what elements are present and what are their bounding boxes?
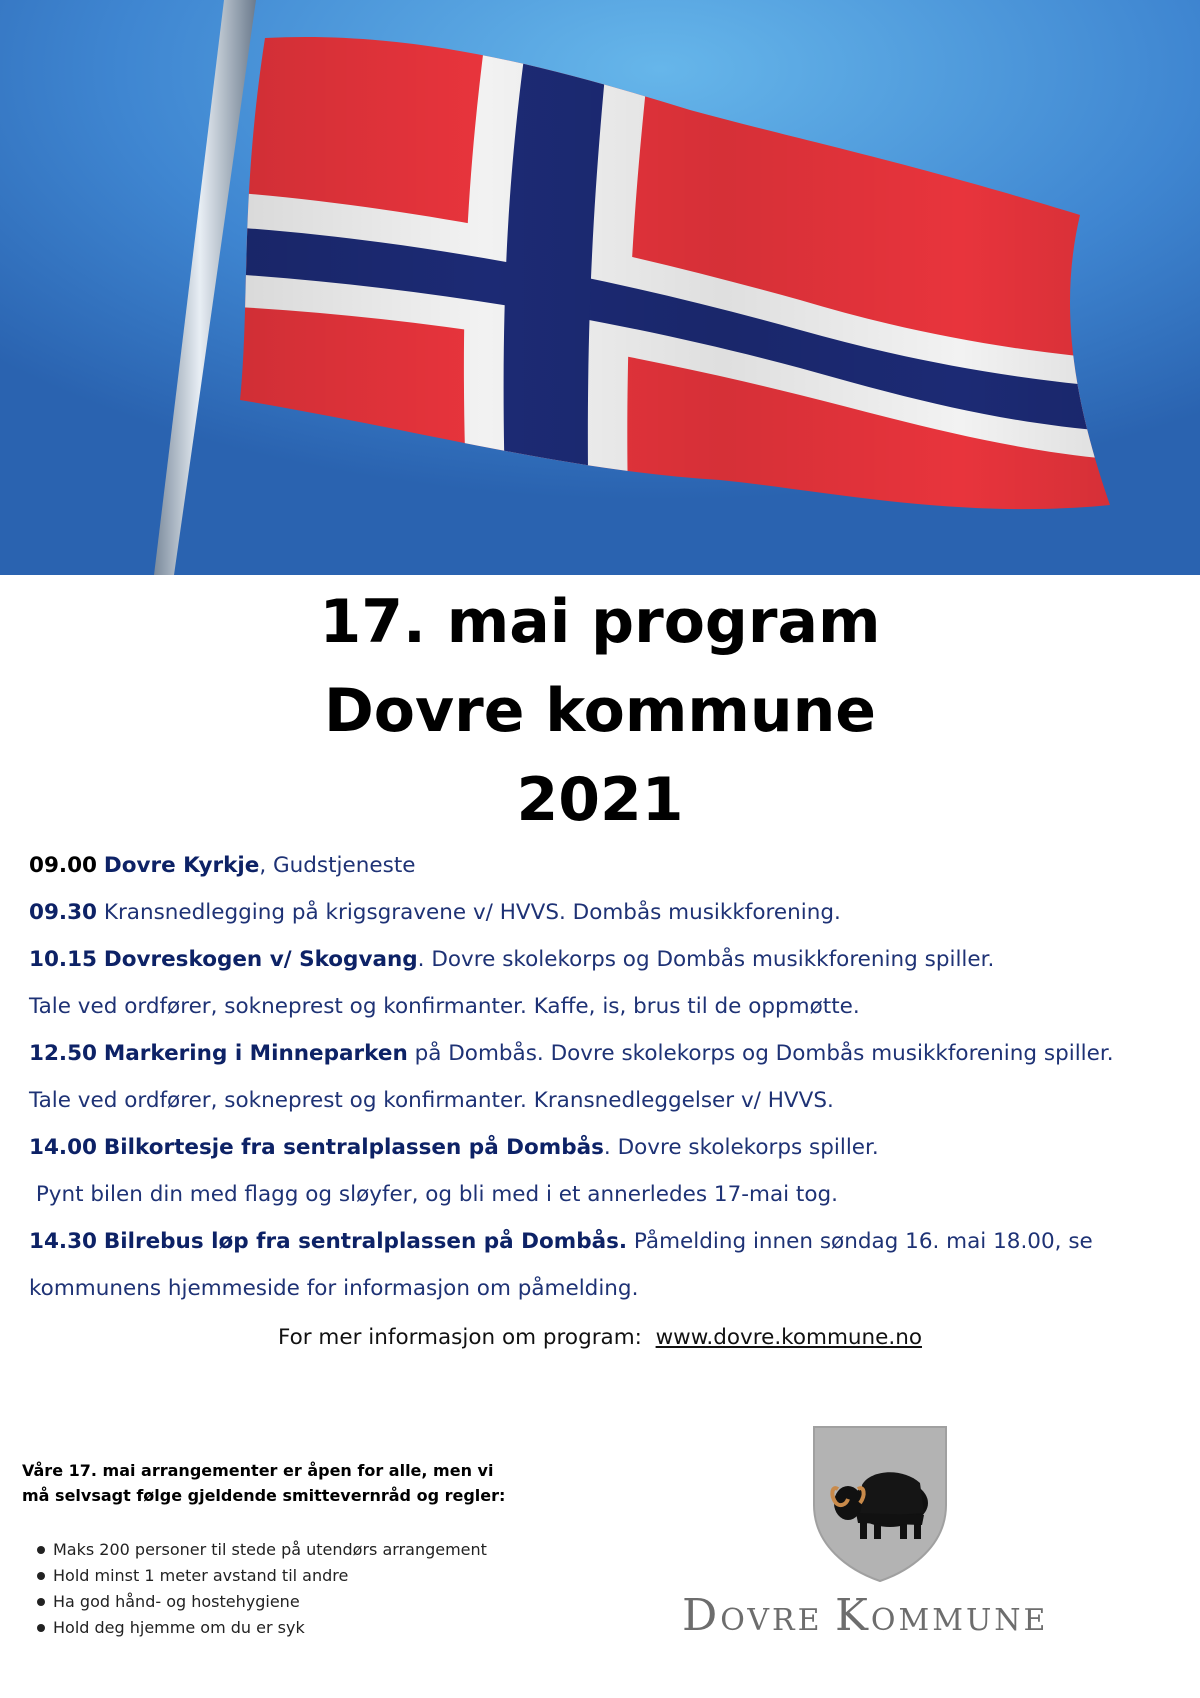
rules-list [30,1537,487,1641]
program-place: Markering i Minneparken [103,1041,408,1066]
municipality-logo-text [682,1590,1084,1641]
program-continuation: Tale ved ordfører, sokneprest og konfirmanter. Kransnedleggelser v/ HVVS. [29,1088,834,1113]
title-line-1: 17. mai program [319,587,881,657]
program-item-0930 [29,889,1179,936]
program-place: Bilkortesje fra sentralplassen på Dombås [103,1135,604,1160]
program-time: 14.00 [29,1135,98,1160]
program-description: Påmelding innen søndag 16. mai 18.00, se [627,1229,1093,1254]
program-place: Dovre Kyrkje [103,853,260,878]
program-time: 10.15 [29,947,98,972]
program-description: , Gudstjeneste [259,853,416,878]
program-place: Bilrebus løp fra sentralplassen på Dombås. [103,1229,628,1254]
list-item: Hold minst 1 meter avstand til andre [30,1563,487,1589]
program-item-1015 [29,936,1179,983]
more-info [0,1314,1200,1361]
flag-hero-image [0,0,1200,575]
program-description: Kransnedlegging på krigsgravene v/ HVVS. Dombås musikkforening. [97,900,841,925]
logo-initial: K [835,1590,871,1641]
notice-line-1: Våre 17. mai arrangementer er åpen for alle, men vi [22,1461,494,1480]
program-item-1250 [29,1030,1179,1077]
program-item-0900 [29,842,1179,889]
logo-text-part: OMMUNE [870,1603,1049,1638]
program-continuation: kommunens hjemmeside for informasjon om påmelding. [29,1276,639,1301]
program-continuation: Pynt bilen din med flagg og sløyfer, og bli med i et annerledes 17-mai tog. [29,1182,839,1207]
list-item: Maks 200 personer til stede på utendørs arrangement [30,1537,487,1563]
program-time: 12.50 [29,1041,98,1066]
program-list [29,842,1179,1312]
title-line-3: 2021 [516,765,684,835]
program-description: . Dovre skolekorps og Dombås musikkforening spiller. [417,947,995,972]
list-item: Hold deg hjemme om du er syk [30,1615,487,1641]
notice-line-2: må selvsagt følge gjeldende smittevernråd og regler: [22,1486,506,1505]
program-item-1430 [29,1218,1179,1265]
website-link[interactable]: www.dovre.kommune.no [655,1325,922,1350]
program-time: 09.30 [29,900,98,925]
list-item: Ha god hånd- og hostehygiene [30,1589,487,1615]
program-continuation: Tale ved ordfører, sokneprest og konfirmanter. Kaffe, is, brus til de oppmøtte. [29,994,860,1019]
program-time: 09.00 [29,853,98,878]
program-description: . Dovre skolekorps spiller. [603,1135,879,1160]
page-title [0,578,1200,845]
program-item-1400 [29,1124,1179,1171]
program-place: Dovreskogen v/ Skogvang [103,947,418,972]
program-description: på Dombås. Dovre skolekorps og Dombås musikkforening spiller. [407,1041,1114,1066]
notice-text [22,1458,582,1508]
title-line-2: Dovre kommune [324,676,876,746]
logo-initial: D [682,1590,721,1641]
program-time: 14.30 [29,1229,98,1254]
more-info-label: For mer informasjon om program: [278,1325,656,1350]
logo-text-part: OVRE [720,1603,836,1638]
musk-ox-shield-icon [812,1425,948,1583]
